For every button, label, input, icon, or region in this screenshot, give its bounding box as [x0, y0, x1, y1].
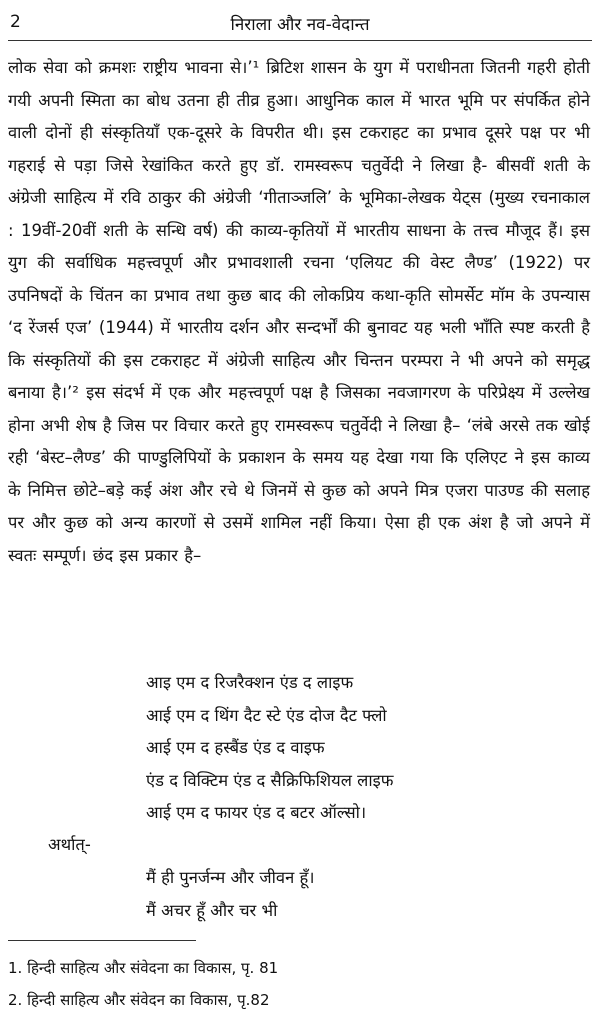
footnote-2: 2. हिन्दी साहित्य और संवेदन का विकास, पृ.82 [8, 991, 270, 1009]
running-title: निराला और नव-वेदान्त [230, 15, 370, 35]
verse-line: आई एम द हस्बैंड एंड द वाइफ [146, 738, 325, 757]
footnote-1: 1. हिन्दी साहित्य और संवेदना का विकास, पृ. 81 [8, 959, 279, 977]
body-paragraph: लोक सेवा को क्रमशः राष्ट्रीय भावना से।’¹ ब्रिटिश शासन के युग में पराधीनता जितनी गहरी होती गयी अपनी स्मिता का बोध उतना ही तीव्र हुआ। आधुनिक काल में भारत भूमि पर संपर्कित होने वाली दोनों ही संस्कृतियाँ एक-दूसरे के विपरीत थी। इस टकराहट का प्रभाव दूसरे पक्ष पर भी गहराई से पड़ा जिसे रेखांकित करते हुए डॉ. रामस्वरूप चतुर्वेदी ने लिखा है- बीसवीं शती के अंग्रेजी साहित्य में रवि ठाकुर की अंग्रेजी ‘गीताञ्जलि’ के भूमिका-लेखक येट्स (मुख्य रचनाकाल : 19वीं-20वीं शती के सन्धि वर्ष) की काव्य-कृतियों में भारतीय साधना के तत्त्व मौजूद हैं। इस युग की सर्वाधिक महत्त्वपूर्ण और प्रभावशाली रचना ‘एलियट की वेस्ट लैण्ड’ (1922) पर उपनिषदों के चिंतन का प्रभाव तथा कुछ बाद की लोकप्रिय कथा-कृति सोमर्सेट मॉम के उपन्यास ‘द रेंजर्स एज’ (1944) में भारतीय दर्शन और सन्दर्भों की बुनावट यह भली भाँति स्पष्ट करती है कि संस्कृतियों की इस टकराहट में अंग्रेजी साहित्य और चिन्तन परम्परा ने भी अपने को समृद्ध बनाया है।’² इस संदर्भ में एक और महत्त्वपूर्ण पक्ष है जिसका नवजागरण के परिप्रेक्ष्य में उल्लेख होना अभी शेष है जिस पर विचार करते हुए रामस्वरूप चतुर्वेदी ने लिखा है– ‘लंबे अरसे तक खोई रही ‘बेस्ट–लैण्ड’ की पाण्डुलिपियों के प्रकाशन के समय यह देखा गया कि एलिएट ने इस काव्य के निमित्त छोटे–बड़े कई अंश और रचे थे जिनमें से कुछ को अपने मित्र एजरा पाउण्ड की सलाह पर और कुछ को अन्य कारणों से उसमें शामिल नहीं किया। ऐसा ही एक अंश है जो अपने में स्वतः सम्पूर्ण। छंद इस प्रकार है– [8, 58, 590, 565]
verse-line: आइ एम द रिजरैक्शन एंड द लाइफ [146, 673, 354, 692]
page-header [8, 10, 592, 38]
verse-translation-block [146, 862, 315, 927]
verse-block [146, 667, 393, 830]
arthat-label: अर्थात्- [48, 835, 91, 854]
verse-line: आई एम द थिंग दैट स्टे एंड दोज दैट फ्लो [146, 705, 387, 725]
verse-line: एंड द विक्टिम एंड द सैक्रिफिशियल लाइफ [146, 770, 394, 790]
footnote-rule [8, 940, 196, 941]
verse-translation-line: मैं ही पुनर्जन्म और जीवन हूँ। [146, 868, 315, 887]
footnotes [8, 952, 278, 1016]
verse-line: आई एम द फायर एंड द बटर ऑल्सो। [146, 803, 367, 822]
header-rule [8, 40, 592, 41]
verse-translation-line: मैं अचर हूँ और चर भी [146, 900, 278, 920]
page-number: 2 [10, 12, 21, 32]
